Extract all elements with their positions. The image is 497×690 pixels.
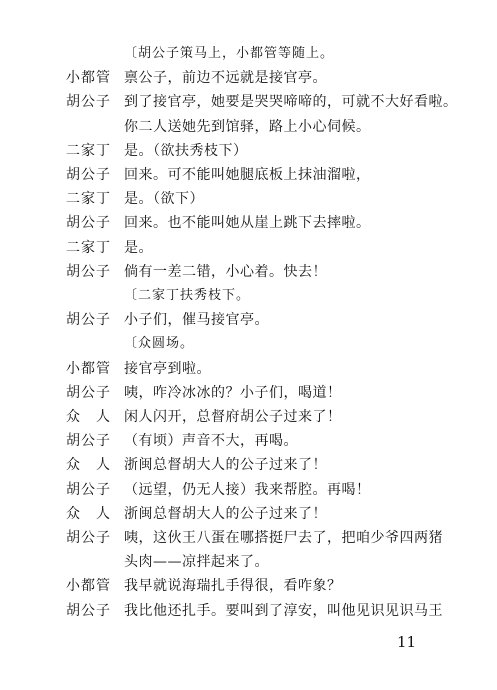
speaker-name: 胡公子 bbox=[66, 482, 111, 498]
script-line bbox=[0, 308, 497, 332]
script-line bbox=[0, 163, 497, 187]
script-line bbox=[0, 236, 497, 260]
script-line bbox=[0, 478, 497, 502]
dialogue-text: 倘有一差二错，小心着。快去！ bbox=[124, 264, 327, 280]
script-line bbox=[0, 115, 497, 139]
speaker-name: 胡公子 bbox=[66, 312, 111, 328]
speaker-name: 胡公子 bbox=[66, 530, 111, 546]
stage-direction: 〔二家丁扶秀枝下。 bbox=[124, 288, 251, 303]
dialogue-text: 我早就说海瑞扎手得很，看咋象？ bbox=[124, 578, 342, 594]
dialogue-text: 是。（欲扶秀枝下） bbox=[124, 143, 248, 159]
dialogue-text: （远望，仍无人接）我来帮腔。再喝！ bbox=[124, 482, 371, 498]
script-line bbox=[0, 90, 497, 114]
script-line bbox=[0, 429, 497, 453]
speaker-name: 胡公子 bbox=[66, 385, 111, 401]
script-line bbox=[0, 139, 497, 163]
dialogue-text: 咦，咋冷冰冰的？小子们，喝道！ bbox=[124, 385, 342, 401]
dialogue-text: 回来。也不能叫她从崖上跳下去摔啦。 bbox=[124, 215, 371, 231]
dialogue-text: 闲人闪开，总督府胡公子过来了！ bbox=[124, 409, 342, 425]
script-line bbox=[0, 211, 497, 235]
dialogue-text: 浙闽总督胡大人的公子过来了！ bbox=[124, 457, 327, 473]
script-line bbox=[0, 453, 497, 477]
dialogue-text: 你二人送她先到馆驿，路上小心伺候。 bbox=[124, 119, 371, 135]
script-line bbox=[0, 187, 497, 211]
speaker-name: 众 人 bbox=[66, 409, 111, 425]
script-line bbox=[0, 260, 497, 284]
script-line bbox=[0, 550, 497, 574]
stage-direction: 〔胡公子策马上，小都管等随上。 bbox=[124, 46, 335, 61]
speaker-name: 胡公子 bbox=[66, 603, 111, 619]
speaker-name: 胡公子 bbox=[66, 94, 111, 110]
dialogue-text: 我比他还扎手。要叫到了淳安，叫他见识见识马王 bbox=[124, 603, 443, 619]
page-number: 11 bbox=[397, 633, 417, 651]
script-line bbox=[0, 357, 497, 381]
dialogue-text: 小子们，催马接官亭。 bbox=[124, 312, 269, 328]
dialogue-text: 咦，这伙王八蛋在哪搭挺尸去了，把咱少爷四两猪 bbox=[124, 530, 443, 546]
dialogue-text: 到了接官亭，她要是哭哭啼啼的，可就不大好看啦。 bbox=[124, 94, 458, 110]
speaker-name: 胡公子 bbox=[66, 215, 111, 231]
speaker-name: 小都管 bbox=[66, 70, 111, 86]
speaker-name: 二家丁 bbox=[66, 191, 111, 207]
script-line bbox=[0, 502, 497, 526]
speaker-name: 胡公子 bbox=[66, 264, 111, 280]
speaker-name: 二家丁 bbox=[66, 240, 111, 256]
dialogue-text: 浙闽总督胡大人的公子过来了！ bbox=[124, 506, 327, 522]
speaker-name: 胡公子 bbox=[66, 167, 111, 183]
script-line bbox=[0, 284, 497, 308]
dialogue-text: 是。 bbox=[124, 240, 153, 256]
dialogue-text: （有顷）声音不大，再喝。 bbox=[124, 433, 298, 449]
dialogue-text: 禀公子，前边不远就是接官亭。 bbox=[124, 70, 327, 86]
script-line bbox=[0, 574, 497, 598]
dialogue-text: 头肉——凉拌起来了。 bbox=[124, 554, 269, 570]
speaker-name: 小都管 bbox=[66, 361, 111, 377]
speaker-name: 小都管 bbox=[66, 578, 111, 594]
script-line bbox=[0, 526, 497, 550]
speaker-name: 众 人 bbox=[66, 506, 111, 522]
dialogue-text: 回来。可不能叫她腿底板上抹油溜啦， bbox=[124, 167, 371, 183]
speaker-name: 众 人 bbox=[66, 457, 111, 473]
script-line bbox=[0, 42, 497, 66]
stage-direction: 〔众圆场。 bbox=[124, 336, 195, 351]
script-line bbox=[0, 381, 497, 405]
speaker-name: 二家丁 bbox=[66, 143, 111, 159]
script-line bbox=[0, 66, 497, 90]
dialogue-text: 接官亭到啦。 bbox=[124, 361, 211, 377]
script-line bbox=[0, 332, 497, 356]
script-line bbox=[0, 599, 497, 623]
speaker-name: 胡公子 bbox=[66, 433, 111, 449]
dialogue-text: 是。（欲下） bbox=[124, 191, 204, 207]
script-line bbox=[0, 405, 497, 429]
